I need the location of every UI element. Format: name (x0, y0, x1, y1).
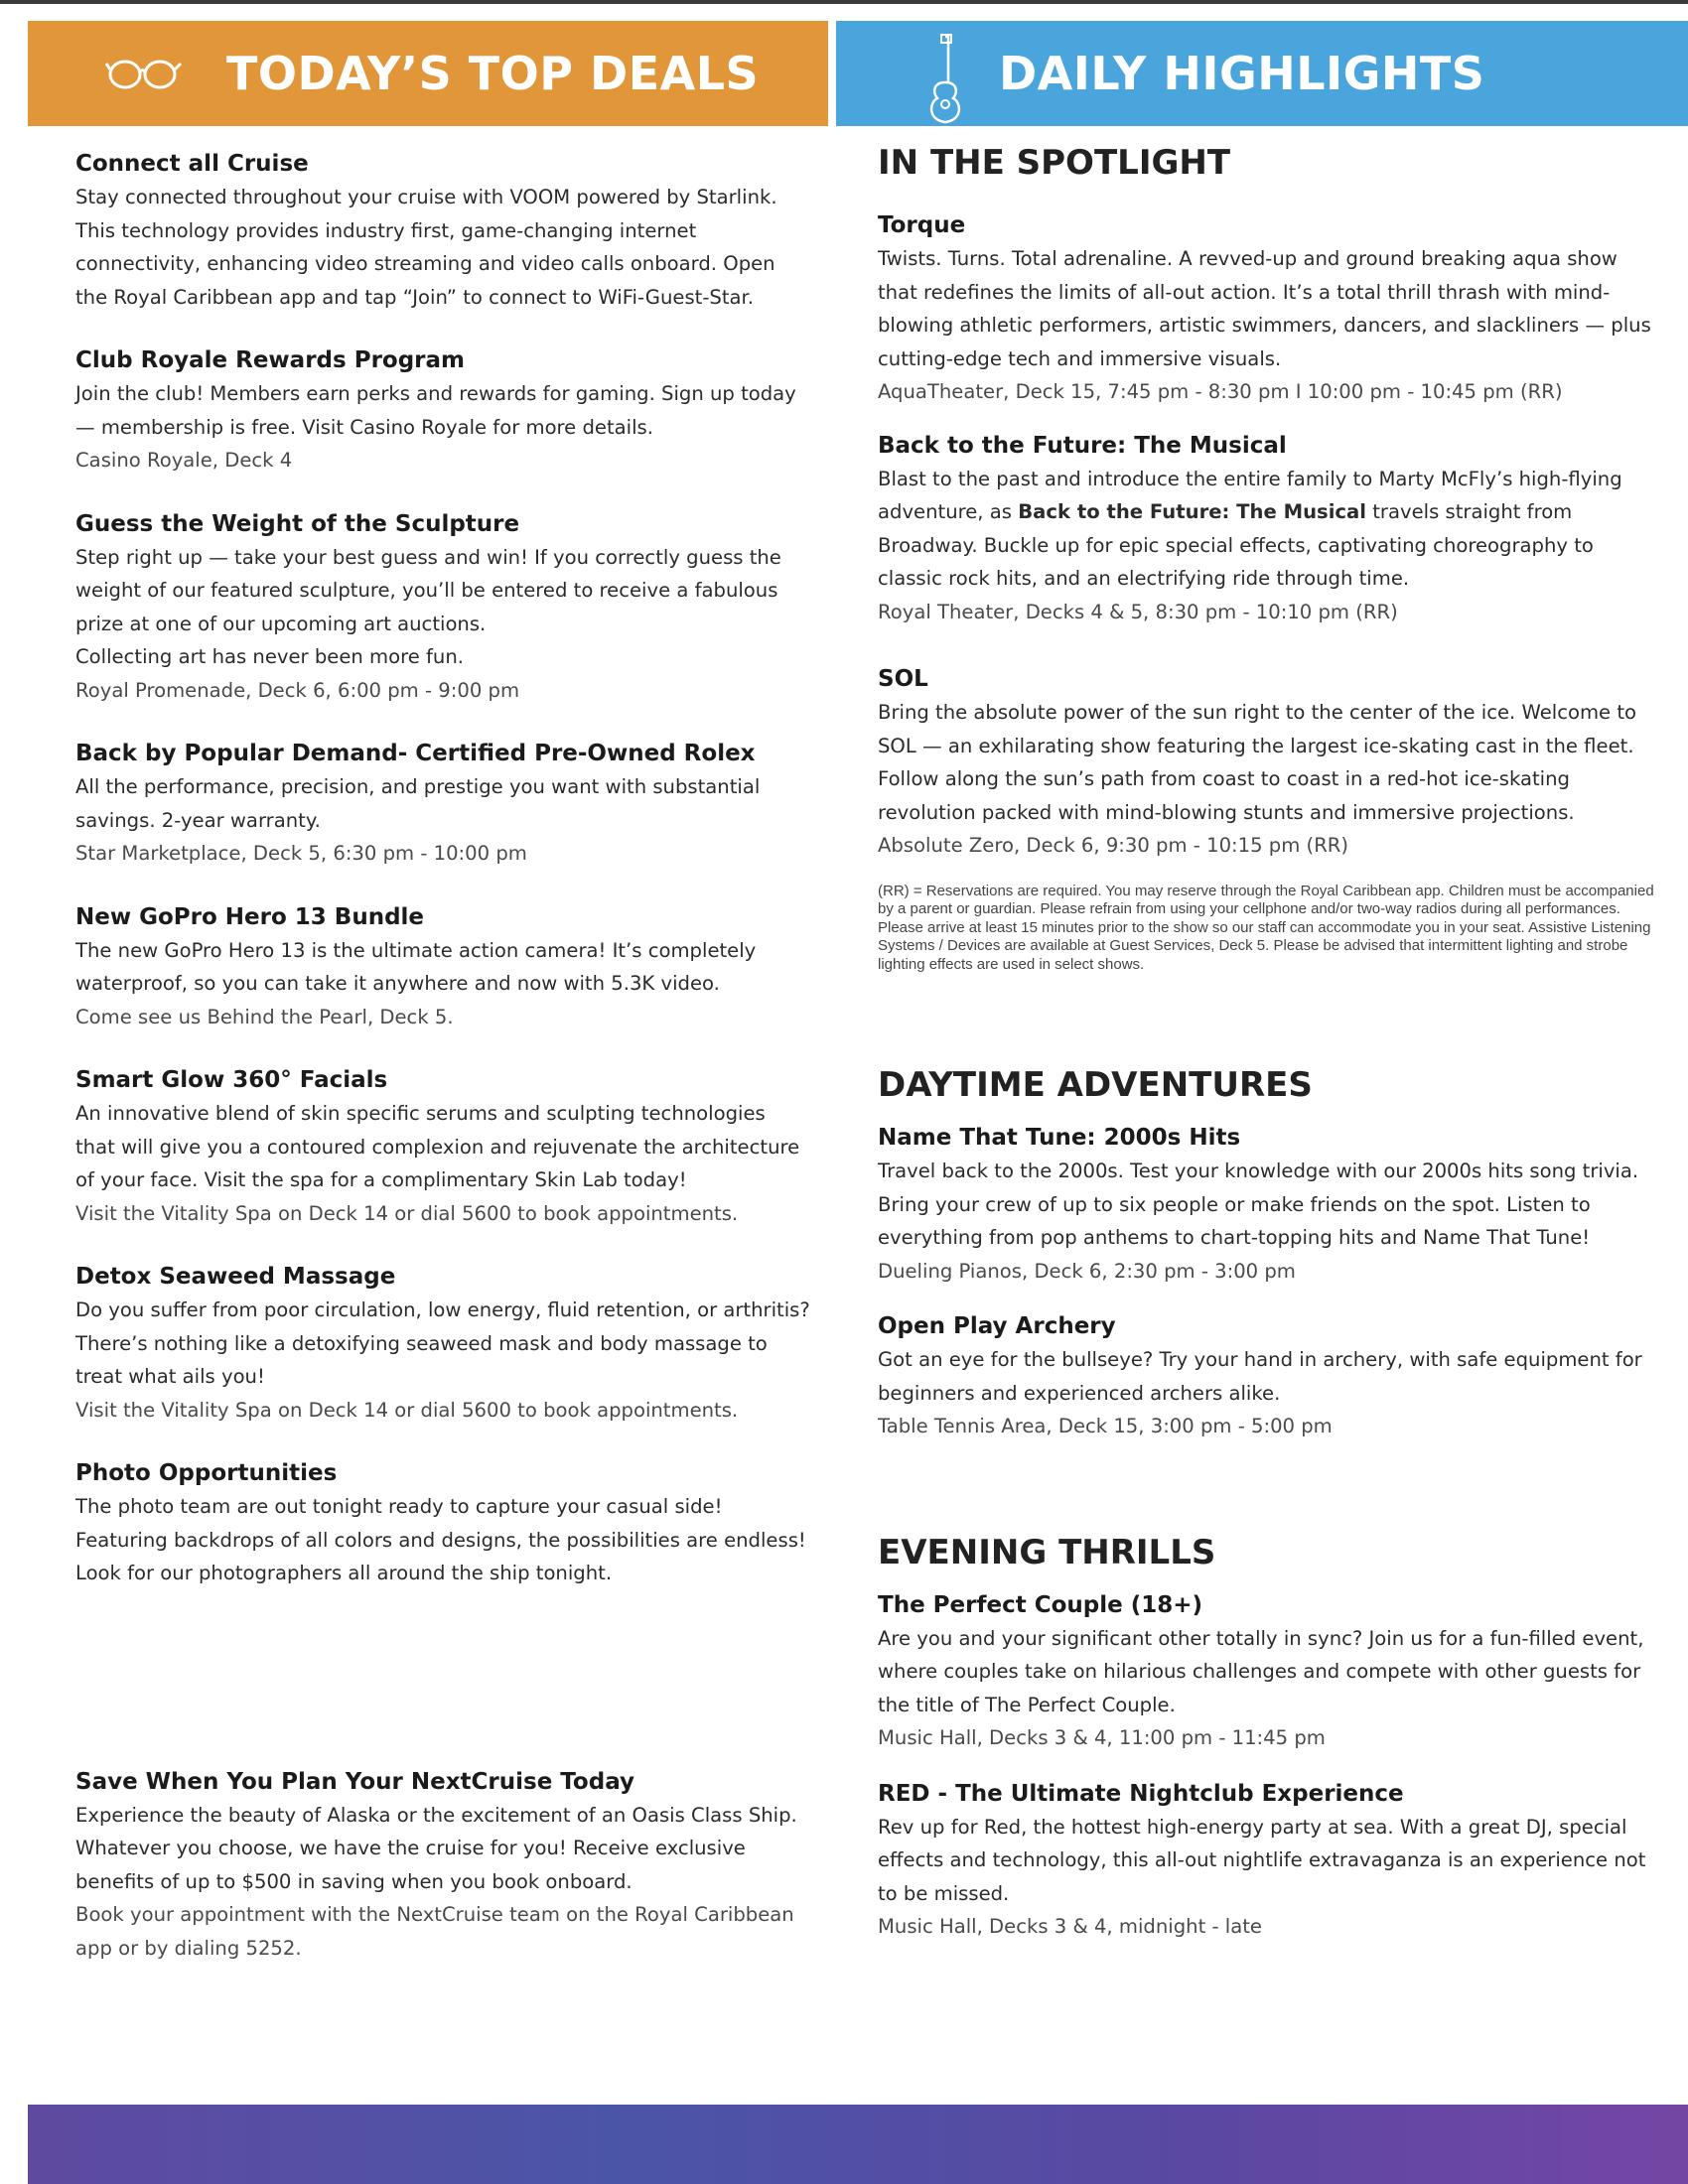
deal-body: Stay connected throughout your cruise with VOOM powered by Starlink. This technology provides industry first, game-changing internet connectivity, enhancing video streaming and video calls onboard. Open the Royal Caribbean app and tap “Join” to connect to WiFi-Guest-Star. (75, 186, 777, 309)
deal-body: Experience the beauty of Alaska or the excitement of an Oasis Class Ship. Whatever you choose, we have the cruise for you! Receive exclusive benefits of up to $500 in saving when you book onboard. (75, 1803, 797, 1893)
activity-title: Open Play Archery (878, 1313, 1116, 1339)
deal-title: Back by Popular Demand- Certified Pre-Owned Rolex (75, 741, 756, 766)
activity-location: Dueling Pianos, Deck 6, 2:30 pm - 3:00 pm (878, 1259, 1296, 1283)
activity-location: Music Hall, Decks 3 & 4, midnight - late (878, 1915, 1262, 1938)
activity-location: Table Tennis Area, Deck 15, 3:00 pm - 5:00 pm (878, 1415, 1333, 1437)
deal-seaweed-massage (75, 1260, 810, 1427)
show-body: Twists. Turns. Total adrenaline. A revved-up and ground breaking aqua show that redefines the limits of all-out action. It’s a total thrill thrash with mind-blowing athletic performers, artistic swimmers, dancers, and slackliners — plus cutting-edge tech and immersive visuals. (878, 247, 1651, 370)
show-body-bold: Back to the Future: The Musical (1018, 500, 1366, 523)
activity-location: Music Hall, Decks 3 & 4, 11:00 pm - 11:45 pm (878, 1726, 1326, 1749)
deal-title: Connect all Cruise (75, 151, 309, 177)
deal-body: Join the club! Members earn perks and rewards for gaming. Sign up today — membership is free. Visit Casino Royale for more details. (75, 382, 796, 439)
spotlight-torque (878, 208, 1662, 409)
deal-body: Do you suffer from poor circulation, low energy, fluid retention, or arthritis? There’s nothing like a detoxifying seaweed mask and body massage to treat what ails you! (75, 1298, 810, 1388)
deal-photo (75, 1456, 810, 1590)
show-body: Bring the absolute power of the sun right to the center of the ice. Welcome to SOL — an exhilarating show featuring the largest ice-skating cast in the fleet. Follow along the sun’s path from coast to coast in a red-hot ice-skating revolution packed with mind-blowing stunts and immersive projections. (878, 701, 1637, 824)
show-location: Absolute Zero, Deck 6, 9:30 pm - 10:15 pm (RR) (878, 834, 1349, 857)
daily-highlights-title: DAILY HIGHLIGHTS (999, 47, 1485, 100)
deal-location: Casino Royale, Deck 4 (75, 449, 293, 472)
daytime-archery (878, 1309, 1662, 1443)
top-rule (0, 0, 1688, 4)
show-body-text: Blast to the past and introduce the entire family to Marty McFly’s high-flying adventure, as (878, 467, 1622, 523)
deal-location: Royal Promenade, Deck 6, 6:00 pm - 9:00 pm (75, 678, 520, 702)
show-location: AquaTheater, Deck 15, 7:45 pm - 8:30 pm I 10:00 pm - 10:45 pm (RR) (878, 380, 1563, 403)
deal-nextcruise (75, 1765, 810, 1966)
deal-facials (75, 1063, 810, 1230)
top-deals-banner (28, 21, 828, 126)
deal-title: Club Royale Rewards Program (75, 347, 465, 373)
deal-title: Save When You Plan Your NextCruise Today (75, 1768, 635, 1795)
show-location: Royal Theater, Decks 4 & 5, 8:30 pm - 10:10 pm (RR) (878, 600, 1398, 623)
show-title: Back to the Future: The Musical (878, 432, 1287, 459)
evening-perfect-couple (878, 1588, 1662, 1755)
show-body (878, 463, 1662, 596)
show-title: Torque (878, 212, 966, 238)
spotlight-sol (878, 662, 1662, 863)
activity-body: Are you and your significant other totally in sync? Join us for a fun-filled event, where couples take on hilarious challenges and compete with other guests for the title of The Perfect Couple. (878, 1626, 1644, 1716)
evening-red-nightclub (878, 1777, 1662, 1944)
deal-location: Visit the Vitality Spa on Deck 14 or dial 5600 to book appointments. (75, 1201, 739, 1225)
top-deals-title: TODAY’S TOP DEALS (226, 47, 760, 100)
deal-guess-weight (75, 507, 810, 708)
daily-highlights-banner (836, 21, 1688, 126)
footer-gradient-bar (28, 2105, 1688, 2184)
deal-location: Book your appointment with the NextCruise team on the Royal Caribbean app or by dialing 5252. (75, 1903, 794, 1960)
daytime-name-that-tune (878, 1121, 1662, 1288)
daytime-heading: DAYTIME ADVENTURES (878, 1065, 1313, 1105)
glasses-icon (105, 51, 185, 104)
deal-body: The photo team are out tonight ready to capture your casual side! Featuring backdrops of all colors and designs, the possibilities are endless! Look for our photographers all around the ship tonight. (75, 1495, 806, 1584)
activity-title: The Perfect Couple (18+) (878, 1591, 1203, 1618)
evening-heading: EVENING THRILLS (878, 1532, 1216, 1572)
deal-rolex (75, 737, 810, 871)
deal-title: Smart Glow 360° Facials (75, 1067, 388, 1093)
show-body-text: travels straight from Broadway. Buckle up for epic special effects, captivating choreography to classic rock hits, and an electrifying ride through time. (878, 500, 1594, 590)
deal-gopro (75, 900, 810, 1034)
highlights-column (878, 141, 1662, 1944)
deal-title: Guess the Weight of the Sculpture (75, 510, 520, 537)
activity-body: Got an eye for the bullseye? Try your hand in archery, with safe equipment for beginners and experienced archers alike. (878, 1348, 1642, 1405)
deal-body: Step right up — take your best guess and win! If you correctly guess the weight of our featured sculpture, you’ll be entered to receive a fabulous prize at one of our upcoming art auctions. (75, 545, 781, 635)
deals-column (75, 147, 810, 1965)
deal-body: An innovative blend of skin specific serums and sculpting technologies that will give you a contoured complexion and rejuvenate the architecture of your face. Visit the spa for a complimentary Skin Lab today! (75, 1102, 800, 1191)
guitar-icon (923, 33, 967, 139)
deal-body: The new GoPro Hero 13 is the ultimate action camera! It’s completely waterproof, so you can take it anywhere and now with 5.3K video. (75, 938, 757, 995)
activity-title: Name That Tune: 2000s Hits (878, 1125, 1241, 1151)
deal-location: Come see us Behind the Pearl, Deck 5. (75, 1005, 454, 1028)
spotlight-heading: IN THE SPOTLIGHT (878, 143, 1231, 183)
reservation-note: (RR) = Reservations are required. You may reserve through the Royal Caribbean app. Children must be accompanied by a parent or guardian. Please refrain from using your cellphone and/or two-way radios during all performances. Please arrive at least 15 minutes prior to the show so our staff can accommodate you in your seat. Assistive Listening Systems / Devices are available at Guest Services, Deck 5. Please be advised that intermittent lighting and strobe lighting effects are used in select shows. (878, 882, 1654, 973)
deal-title: Detox Seaweed Massage (75, 1264, 396, 1290)
spotlight-back-to-the-future (878, 429, 1662, 629)
deal-location: Star Marketplace, Deck 5, 6:30 pm - 10:00 pm (75, 842, 527, 865)
deal-body: All the performance, precision, and prestige you want with substantial savings. 2-year warranty. (75, 775, 761, 832)
deal-club-royale (75, 343, 810, 478)
deal-body-extra: Collecting art has never been more fun. (75, 645, 464, 668)
activity-title: RED - The Ultimate Nightclub Experience (878, 1780, 1404, 1807)
deal-connect-all-cruise (75, 147, 810, 314)
deal-location: Visit the Vitality Spa on Deck 14 or dial 5600 to book appointments. (75, 1398, 739, 1422)
deal-title: Photo Opportunities (75, 1460, 338, 1486)
show-title: SOL (878, 666, 928, 692)
activity-body: Rev up for Red, the hottest high-energy party at sea. With a great DJ, special effects and technology, this all-out nightlife extravaganza is an experience not to be missed. (878, 1815, 1646, 1905)
activity-body: Travel back to the 2000s. Test your knowledge with our 2000s hits song trivia. Bring your crew of up to six people or make friends on the spot. Listen to everything from pop anthems to chart-topping hits and Name That Tune! (878, 1160, 1639, 1249)
deal-title: New GoPro Hero 13 Bundle (75, 903, 425, 930)
